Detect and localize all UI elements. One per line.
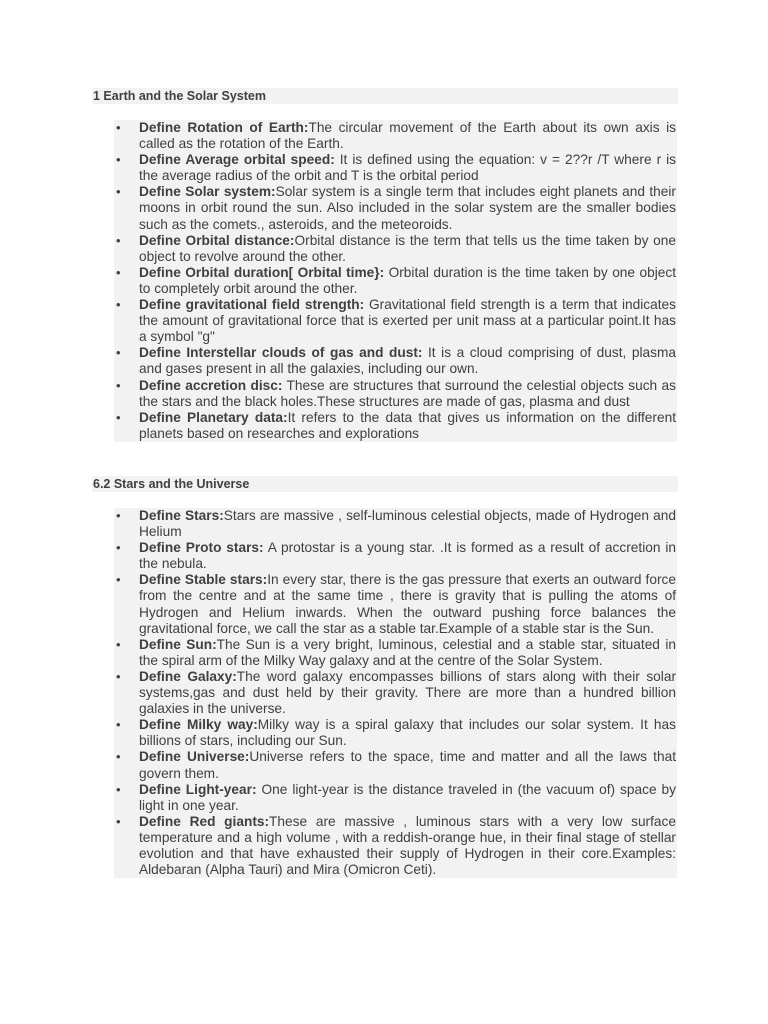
bullet-icon: • — [116, 508, 121, 523]
definition-term: Define Stars: — [139, 508, 224, 523]
definition-term: Define Universe: — [139, 749, 250, 765]
list-item — [114, 233, 677, 265]
section-heading-earth-solar-system: 1 Earth and the Solar System — [92, 88, 678, 104]
definition-text: The Sun is a very bright, luminous, celestial and a stable star, situated in the spiral arm of the Milky Way galaxy and at the centre of the Solar System. — [139, 636, 677, 668]
definition-term: Define Rotation of Earth: — [139, 120, 309, 135]
definition-text: Universe refers to the space, time and matter and all the laws that govern them. — [139, 749, 676, 781]
list-item — [114, 410, 677, 442]
bullet-icon: • — [116, 572, 121, 588]
bullet-icon: • — [116, 184, 121, 200]
list-item — [114, 265, 677, 297]
section-heading-stars-universe: 6.2 Stars and the Universe — [92, 476, 678, 492]
bullet-icon: • — [116, 264, 121, 280]
definition-term: Define Average orbital speed: — [139, 152, 335, 168]
bullet-icon: • — [116, 377, 121, 393]
bullet-icon: • — [116, 749, 121, 765]
bullet-icon: • — [116, 120, 121, 135]
list-item — [114, 540, 677, 572]
definition-term: Define Orbital distance: — [139, 232, 295, 248]
definition-term: Define Solar system: — [139, 184, 276, 200]
definition-text: Milky way is a spiral galaxy that includes our solar system. It has billions of stars, including our Sun. — [139, 717, 676, 749]
definition-text: These are massive , luminous stars with a very low surface temperature and a high volume , with a reddish-orange hue, in their final stage of stellar evolution and that have exhausted their supply of Hydrogen in their core.Examples: Aldebaran (Alpha Tauri) and Mira (Omicron Ceti). — [139, 813, 676, 878]
list-item — [114, 184, 677, 232]
list-item — [114, 749, 677, 781]
definition-text: Solar system is a single term that includes eight planets and their moons in orbit round the sun. Also included in the solar system are the smaller bodies such as the comets., asteroids, and the meteoroids. — [139, 184, 676, 232]
list-item — [114, 782, 677, 814]
list-item — [114, 297, 677, 345]
definition-term: Define Red giants: — [139, 813, 270, 829]
definition-text: Gravitational field strength is a term that indicates the amount of gravitational force that is exerted per unit mass at a particular point.It has a symbol "g" — [139, 297, 676, 345]
definition-term: Define Orbital duration[ Orbital time}: — [139, 264, 385, 280]
bullet-icon: • — [116, 540, 121, 556]
definition-term: Define Planetary data: — [139, 409, 288, 425]
definition-term: Define Galaxy: — [139, 668, 237, 684]
bullet-icon: • — [116, 668, 121, 684]
definition-text: A protostar is a young star. .It is formed as a result of accretion in the nebula. — [139, 540, 676, 572]
definition-text: Stars are massive , self-luminous celestial objects, made of Hydrogen and Helium — [139, 508, 677, 540]
definition-term: Define gravitational field strength: — [139, 297, 365, 313]
definition-term: Define Light-year: — [139, 781, 257, 797]
definition-text: Orbital duration is the time taken by one object to completely orbit around the other. — [139, 264, 676, 296]
definition-term: Define accretion disc: — [139, 377, 283, 393]
list-item — [114, 637, 677, 669]
list-item — [114, 345, 677, 377]
bullet-icon: • — [116, 409, 121, 425]
list-item — [114, 152, 677, 184]
bullet-icon: • — [116, 152, 121, 168]
definition-text: The circular movement of the Earth about its own axis is called as the rotation of the Earth. — [139, 120, 676, 152]
definition-term: Define Stable stars: — [139, 572, 268, 588]
definition-term: Define Proto stars: — [139, 540, 264, 556]
bullet-icon: • — [116, 636, 121, 652]
list-item — [114, 572, 677, 636]
definition-term: Define Sun: — [139, 636, 217, 652]
definition-list-earth-solar-system — [114, 120, 677, 442]
bullet-icon: • — [116, 232, 121, 248]
definition-text: One light-year is the distance traveled in (the vacuum of) space by light in one year. — [139, 781, 676, 813]
definition-text: It is defined using the equation: v = 2??r /T where r is the average radius of the orbit and T is the orbital period — [139, 152, 677, 184]
list-item — [114, 508, 677, 540]
definition-text: In every star, there is the gas pressure that exerts an outward force from the centre and at the same time , there is gravity that is pulling the atoms of Hydrogen and Helium inwards. When the outward pushing force balances the gravitational force, we call the star as a stable tar.Example of a stable star is the Sun. — [139, 572, 676, 636]
definition-list-stars-universe — [114, 508, 677, 878]
definition-text: The word galaxy encompasses billions of stars along with their solar systems,gas and dust held by their gravity. There are more than a hundred billion galaxies in the universe. — [139, 668, 676, 717]
list-item — [114, 120, 677, 152]
bullet-icon: • — [116, 345, 121, 361]
list-item — [114, 717, 677, 749]
definition-text: Orbital distance is the term that tells us the time taken by one object to revolve around the other. — [139, 232, 676, 264]
definition-text: It is a cloud comprising of dust, plasma and gases present in all the galaxies, including our own. — [139, 345, 676, 377]
list-item — [114, 378, 677, 410]
definition-text: These are structures that surround the celestial objects such as the stars and the black holes.These structures are made of gas, plasma and dust — [139, 377, 676, 409]
definition-text: It refers to the data that gives us information on the different planets based on researches and explorations — [139, 409, 677, 441]
definition-term: Define Interstellar clouds of gas and dust: — [139, 345, 423, 361]
list-item — [114, 669, 677, 717]
bullet-icon: • — [116, 813, 121, 829]
definition-term: Define Milky way: — [139, 717, 258, 733]
list-item — [114, 814, 677, 878]
bullet-icon: • — [116, 297, 121, 313]
bullet-icon: • — [116, 781, 121, 797]
bullet-icon: • — [116, 717, 121, 733]
